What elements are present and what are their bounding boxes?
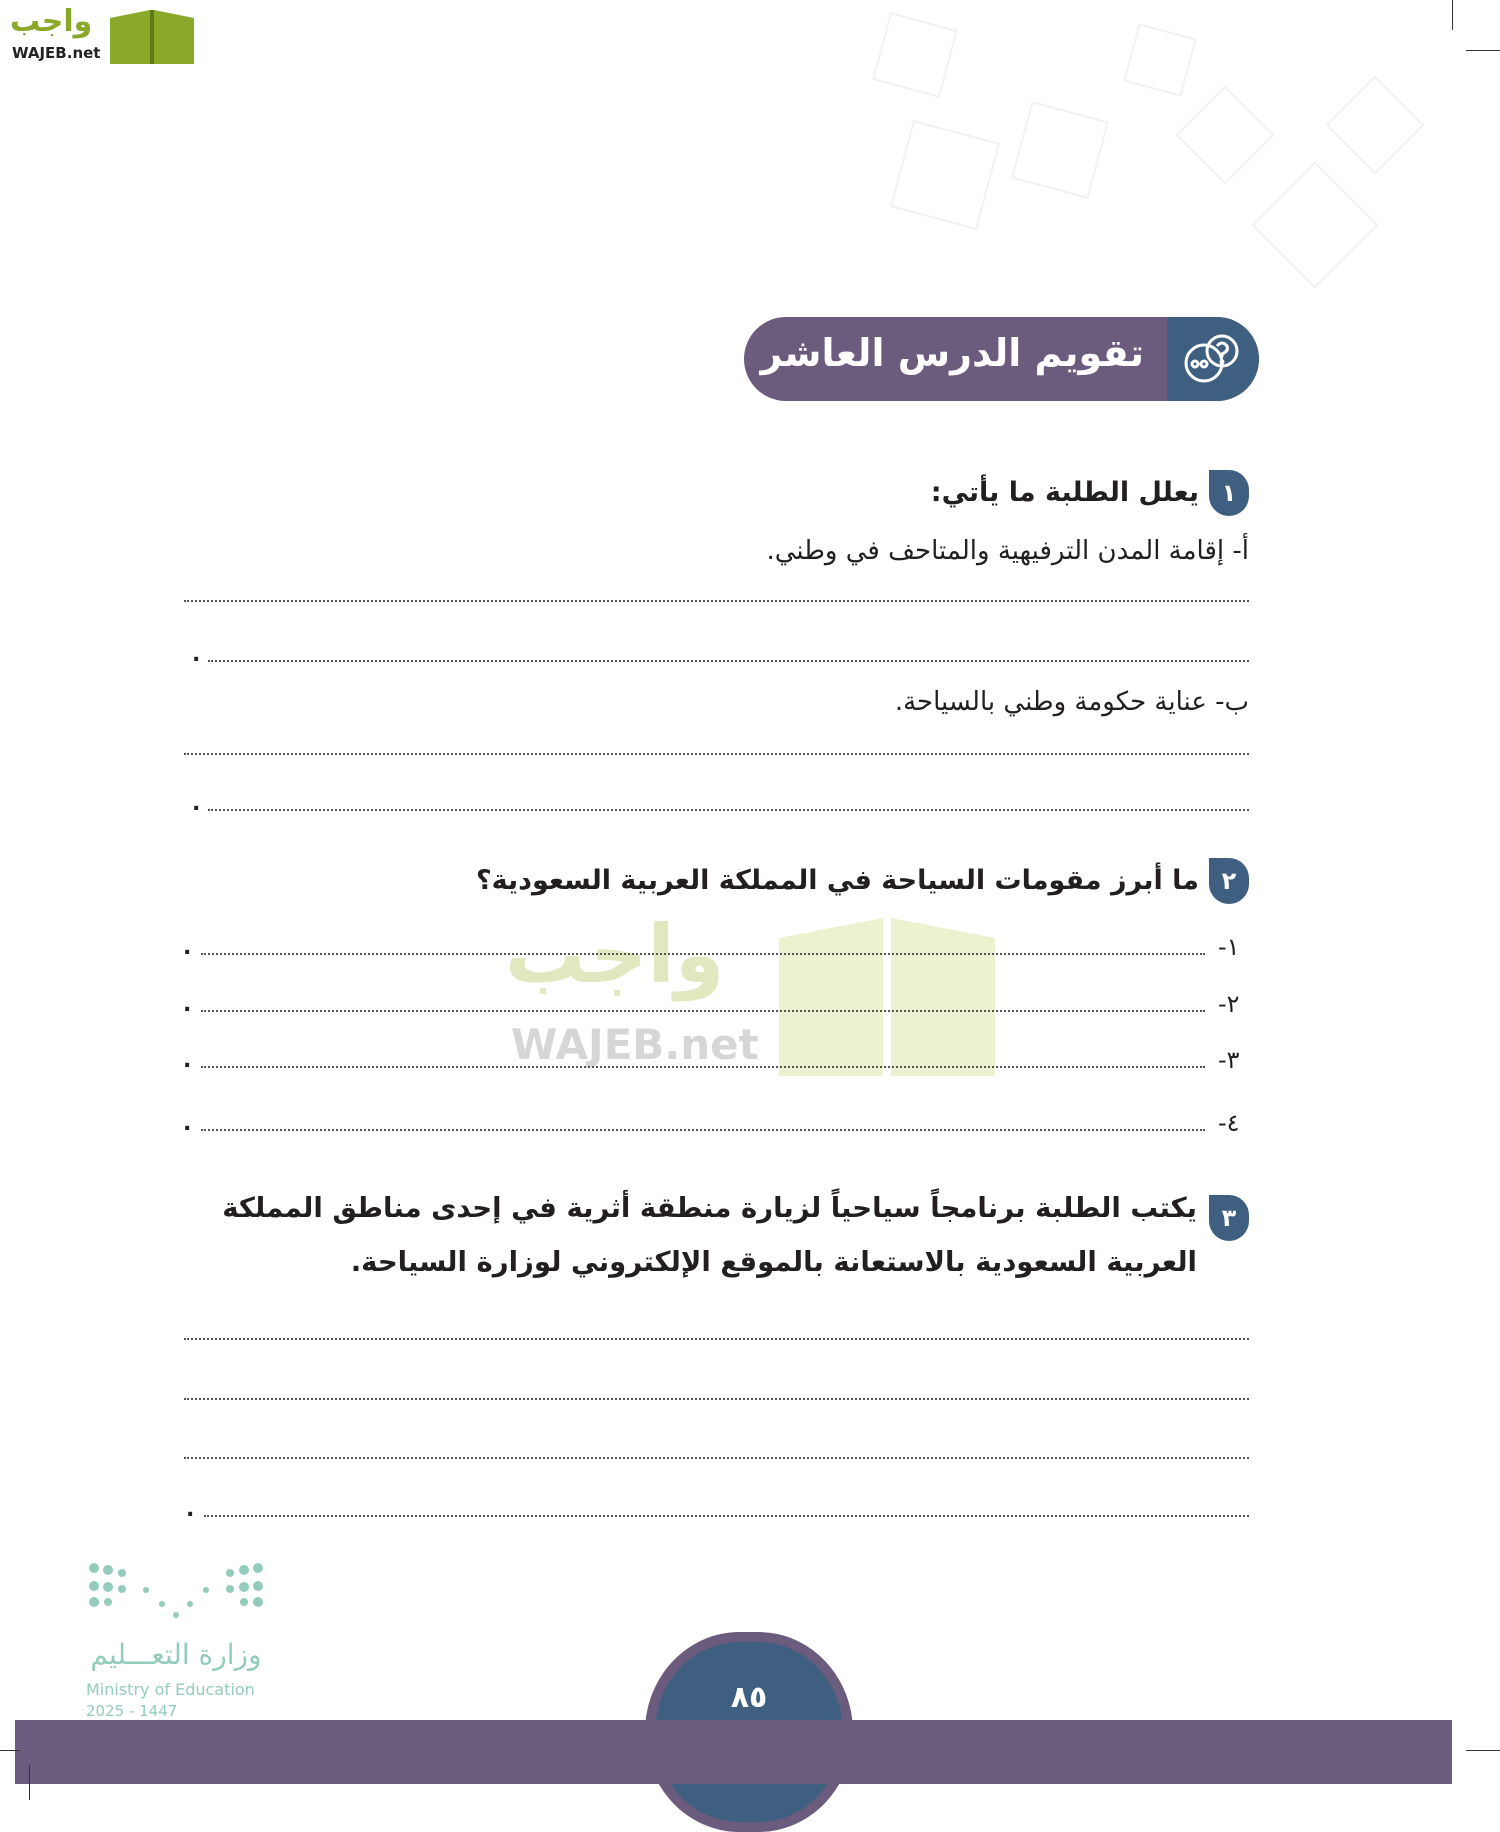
- answer-line[interactable]: [201, 953, 1205, 955]
- crop-mark: [1466, 50, 1500, 51]
- lesson-evaluation-header: [744, 317, 1259, 401]
- wajeb-watermark: [505, 908, 1005, 1083]
- answer-line[interactable]: [208, 660, 1249, 662]
- period: .: [192, 791, 201, 816]
- watermark-book-icon: [775, 908, 1000, 1083]
- logo-arabic: واجب: [10, 4, 93, 39]
- crop-mark: [1452, 0, 1453, 30]
- watermark-latin: WAJEB.net: [511, 1020, 759, 1069]
- decor-square: [1123, 23, 1196, 96]
- watermark-arabic: واجب: [505, 908, 725, 1001]
- question-chat-icon: [1167, 317, 1259, 401]
- wajeb-logo[interactable]: [8, 4, 198, 66]
- q3-prompt-line2: العربية السعودية بالاستعانة بالموقع الإلكتروني لوزارة السياحة.: [350, 1246, 1197, 1278]
- answer-line[interactable]: [184, 1398, 1249, 1400]
- ministry-arabic: وزارة التعـــليم: [90, 1638, 262, 1671]
- q1-prompt: يعلل الطلبة ما يأتي:: [930, 477, 1199, 508]
- answer-line[interactable]: [201, 1066, 1205, 1068]
- decor-square: [1326, 76, 1425, 175]
- q2-prompt: ما أبرز مقومات السياحة في المملكة العربية السعودية؟: [475, 865, 1199, 896]
- answer-line[interactable]: [184, 600, 1249, 602]
- page-number: ٨٥: [730, 1680, 768, 1715]
- period: .: [186, 1497, 195, 1522]
- q3-prompt-line1: يكتب الطلبة برنامجاً سياحياً لزيارة منطقة أثرية في إحدى مناطق المملكة: [222, 1192, 1197, 1224]
- ministry-english: Ministry of Education: [86, 1680, 255, 1699]
- q1-item-b: ب- عناية حكومة وطني بالسياحة.: [894, 687, 1249, 717]
- list-number: ٢-: [1218, 990, 1240, 1018]
- question-number-badge: ٣: [1209, 1195, 1249, 1241]
- list-number: ١-: [1218, 933, 1240, 961]
- list-number: ٤-: [1218, 1109, 1240, 1137]
- crop-mark: [29, 1765, 30, 1800]
- period: .: [192, 642, 201, 667]
- footer-bar: [15, 1720, 1452, 1784]
- decor-square: [890, 120, 1000, 230]
- answer-line[interactable]: [184, 1457, 1249, 1459]
- decor-square: [1176, 86, 1275, 185]
- crop-mark: [0, 1750, 20, 1751]
- ministry-year: 2025 - 1447: [86, 1702, 178, 1720]
- crop-mark: [1466, 1750, 1500, 1751]
- decor-square: [1011, 101, 1109, 199]
- ministry-of-education-logo: [86, 1560, 276, 1720]
- answer-line[interactable]: [208, 809, 1249, 811]
- answer-line[interactable]: [184, 753, 1249, 755]
- decor-square: [872, 12, 958, 98]
- answer-line[interactable]: [204, 1515, 1249, 1517]
- logo-latin: WAJEB.net: [12, 44, 101, 62]
- book-icon: [108, 6, 198, 66]
- answer-line[interactable]: [201, 1010, 1205, 1012]
- period: .: [183, 1048, 192, 1073]
- question-number-badge: ١: [1209, 470, 1249, 516]
- period: .: [183, 992, 192, 1017]
- decor-square: [1251, 161, 1378, 288]
- list-number: ٣-: [1218, 1046, 1240, 1074]
- period: .: [183, 1111, 192, 1136]
- answer-line[interactable]: [184, 1338, 1249, 1340]
- period: .: [183, 935, 192, 960]
- answer-line[interactable]: [201, 1129, 1205, 1131]
- q1-item-a: أ- إقامة المدن الترفيهية والمتاحف في وطني.: [766, 536, 1249, 566]
- header-title: تقويم الدرس العاشر: [760, 331, 1144, 375]
- question-number-badge: ٢: [1209, 858, 1249, 904]
- ministry-dots-icon: [86, 1560, 266, 1622]
